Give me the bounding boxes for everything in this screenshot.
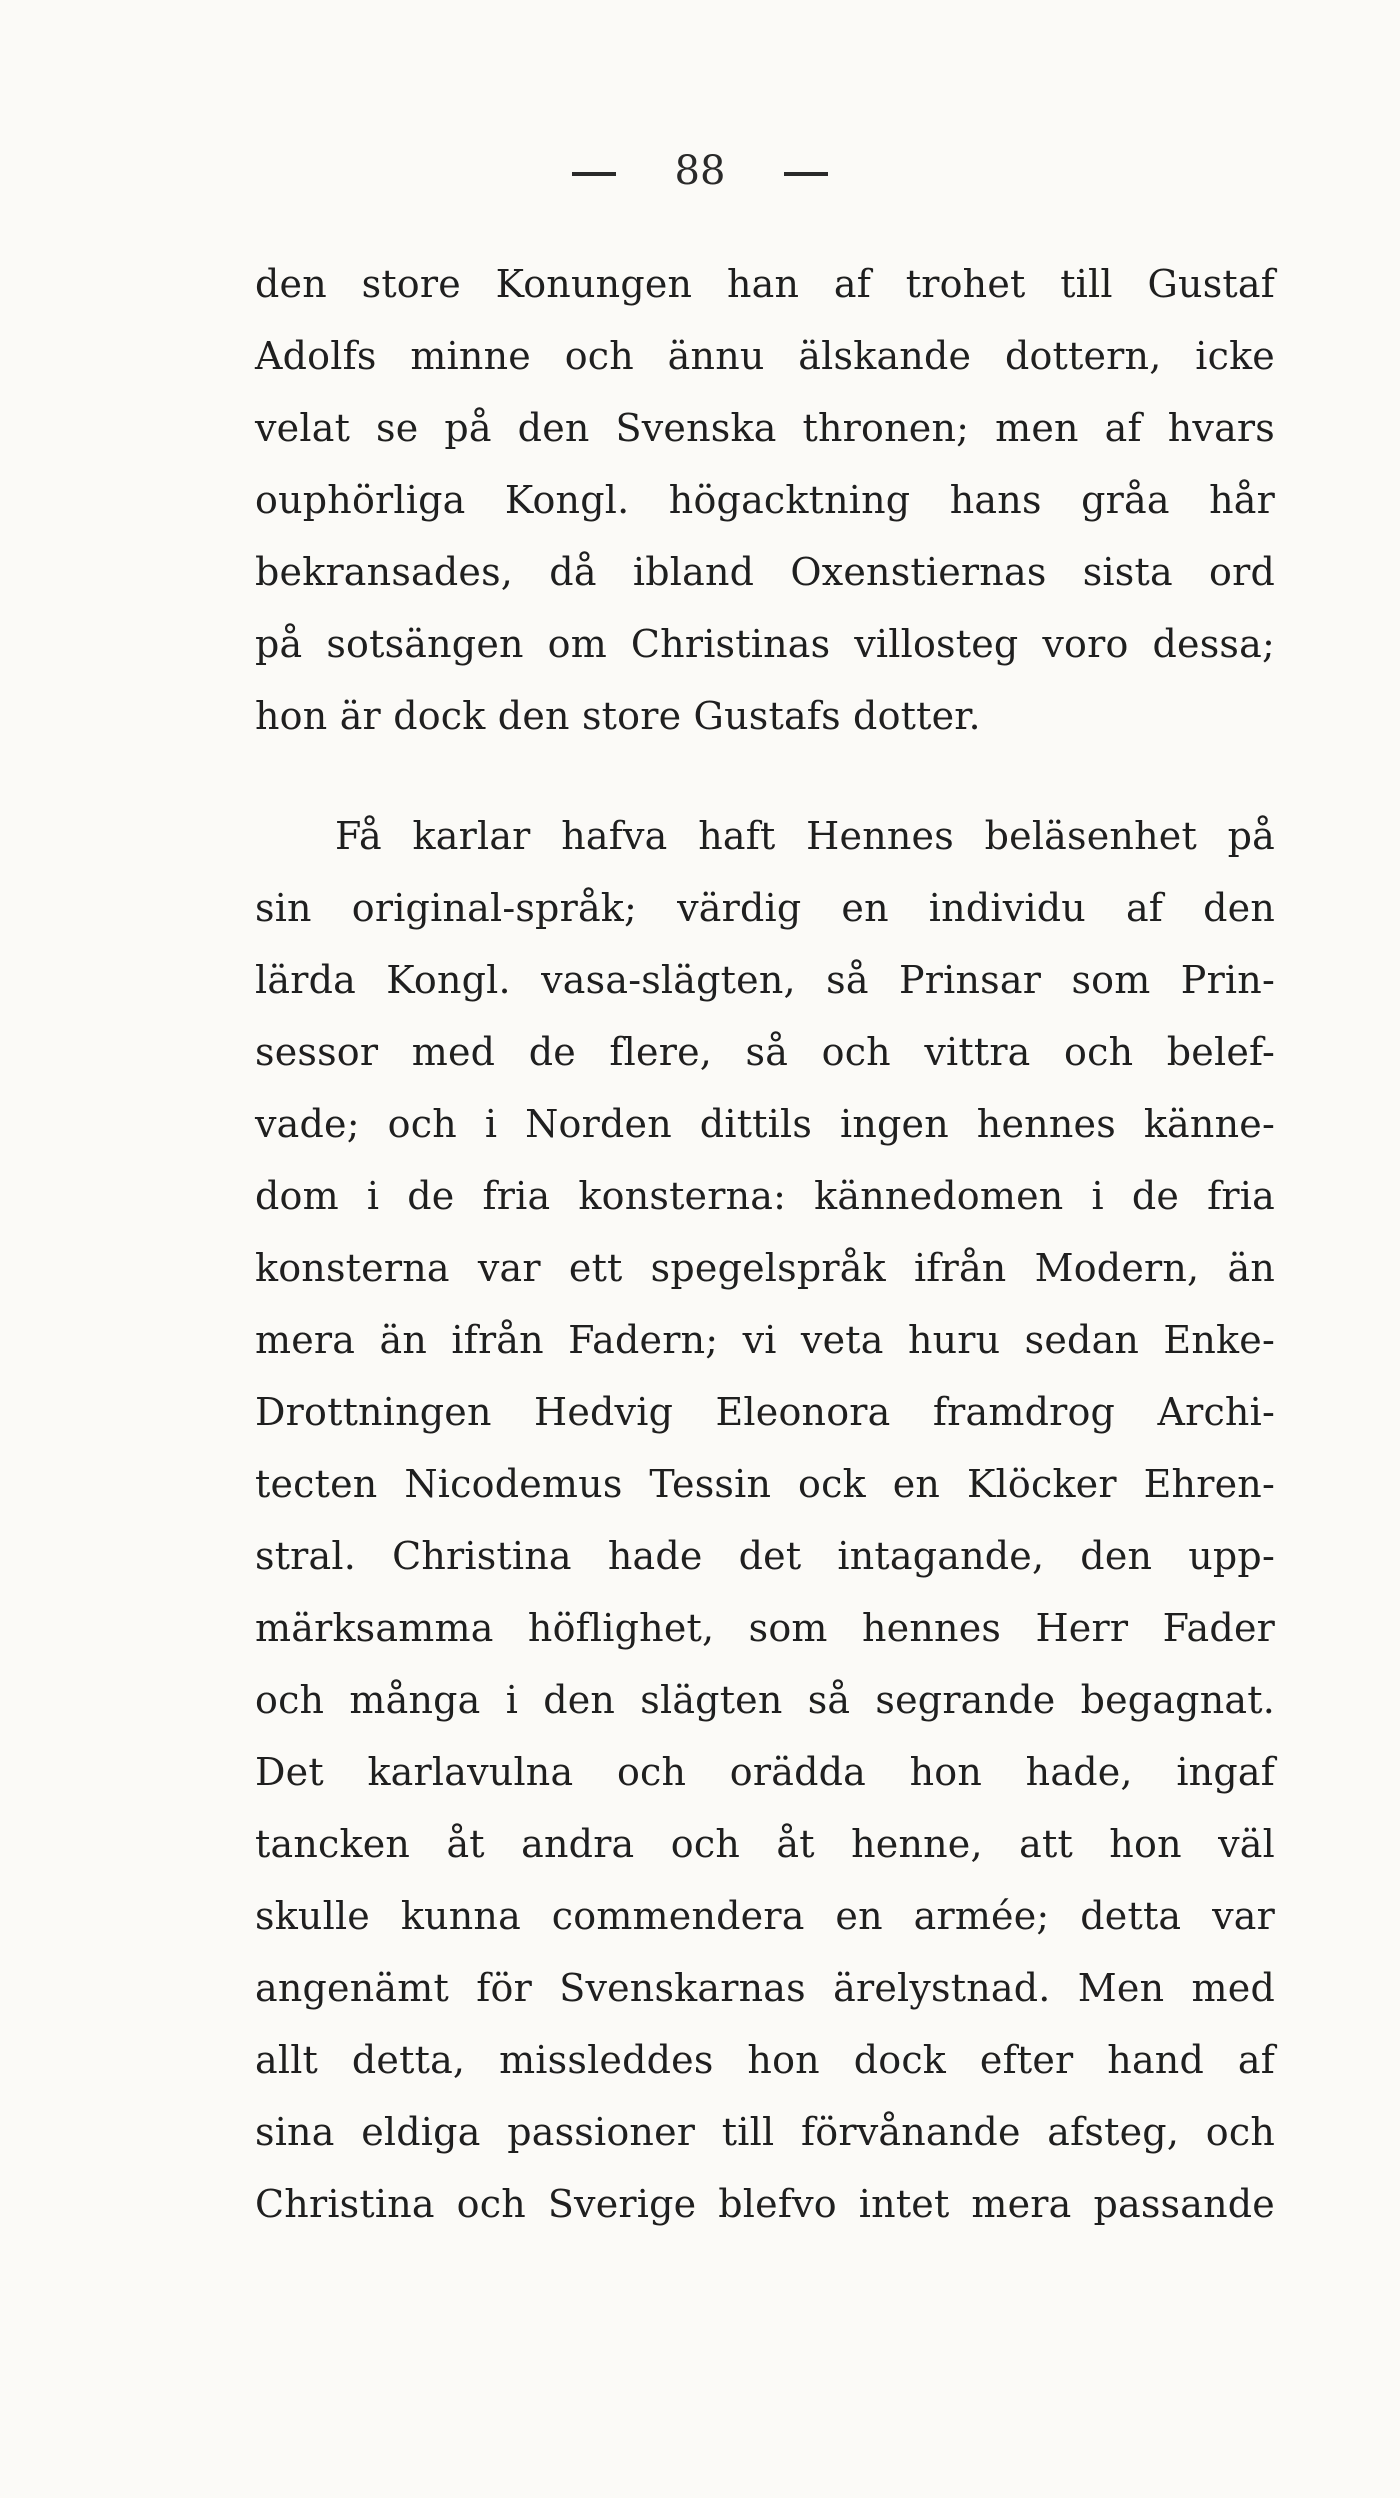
text-line: tancken åt andra och åt henne, att hon väl (255, 1822, 1275, 1866)
text-line: bekransades, då ibland Oxenstiernas sista ord (255, 550, 1275, 594)
body-text (255, 248, 1275, 2240)
page-header (0, 148, 1400, 194)
paragraph-gap (255, 752, 1275, 800)
text-line: velat se på den Svenska thronen; men af hvars (255, 406, 1275, 450)
text-line: tecten Nicodemus Tessin ock en Klöcker Ehren- (255, 1462, 1275, 1506)
paragraph-2 (255, 800, 1275, 2240)
text-line: sina eldiga passioner till förvånande afsteg, och (255, 2110, 1275, 2154)
text-line: skulle kunna commendera en armée; detta var (255, 1894, 1275, 1938)
text-line: Det karlavulna och orädda hon hade, ingaf (255, 1750, 1275, 1794)
text-line: lärda Kongl. vasa-slägten, så Prinsar som Prin- (255, 958, 1275, 1002)
text-line: Drottningen Hedvig Eleonora framdrog Archi- (255, 1390, 1275, 1434)
text-line: angenämt för Svenskarnas ärelystnad. Men med (255, 1966, 1275, 2010)
text-line: märksamma höflighet, som hennes Herr Fader (255, 1606, 1275, 1650)
text-line: ouphörliga Kongl. högacktning hans gråa hår (255, 478, 1275, 522)
header-dash-right (784, 172, 828, 176)
text-line: på sotsängen om Christinas villosteg voro dessa; (255, 622, 1275, 666)
text-line: och många i den slägten så segrande begagnat. (255, 1678, 1275, 1722)
text-line: Adolfs minne och ännu älskande dottern, icke (255, 334, 1275, 378)
text-line: hon är dock den store Gustafs dotter. (255, 694, 981, 738)
text-line: sin original-språk; värdig en individu af den (255, 886, 1275, 930)
text-line: mera än ifrån Fadern; vi veta huru sedan Enke- (255, 1318, 1275, 1362)
text-line: konsterna var ett spegelspråk ifrån Modern, än (255, 1246, 1275, 1290)
text-line: Få karlar hafva haft Hennes beläsenhet på (335, 814, 1275, 858)
text-line: vade; och i Norden dittils ingen hennes känne- (255, 1102, 1275, 1146)
text-line: dom i de fria konsterna: kännedomen i de fria (255, 1174, 1275, 1218)
text-line: stral. Christina hade det intagande, den upp- (255, 1534, 1275, 1578)
paragraph-1 (255, 248, 1275, 752)
text-line: sessor med de flere, så och vittra och belef- (255, 1030, 1275, 1074)
text-line: Christina och Sverige blefvo intet mera passande (255, 2182, 1275, 2226)
text-line: den store Konungen han af trohet till Gustaf (255, 262, 1275, 306)
header-dash-left (572, 172, 616, 176)
text-line: allt detta, missleddes hon dock efter hand af (255, 2038, 1275, 2082)
page-number: 88 (674, 148, 726, 194)
